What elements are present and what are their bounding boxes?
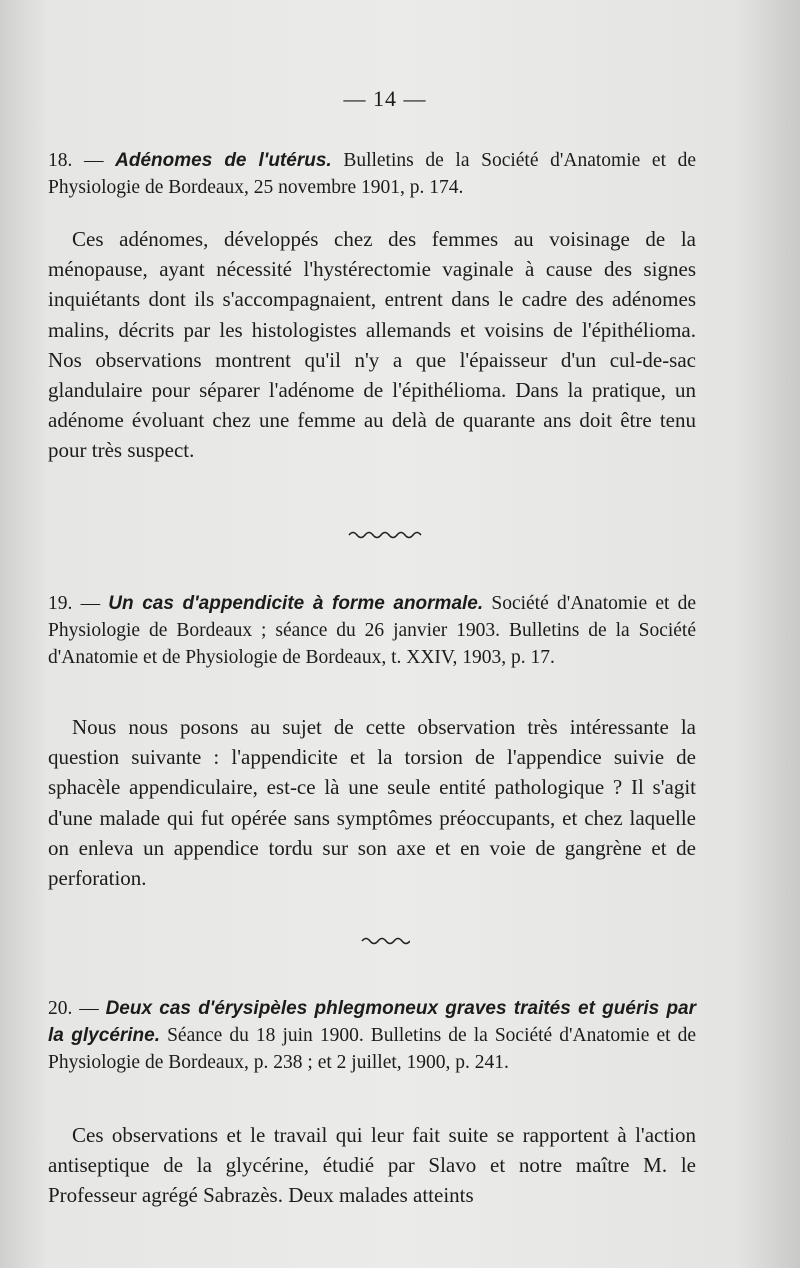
wave-ornament-icon xyxy=(347,529,423,541)
entry-20-reference-line xyxy=(48,995,696,1076)
entry-18 xyxy=(48,147,696,201)
entry-19-citation: Société d'Anatomie et de Physiologie de Bordeaux ; séance du 26 janvier 1903. Bulletins de la Société d'Anatomie et de Physiologie de Bordeaux, t. XXIV, 1903, p. 17. xyxy=(48,593,696,668)
entry-20-body-block xyxy=(48,1120,696,1211)
entry-20 xyxy=(48,995,696,1076)
entry-20-number: 20. — xyxy=(48,998,99,1019)
section-divider xyxy=(0,528,770,546)
entry-19-number: 19. — xyxy=(48,593,101,614)
section-divider xyxy=(0,934,770,952)
entry-18-body: Ces adénomes, développés chez des femmes au voisinage de la ménopause, ayant nécessité l'hystérectomie vaginale à cause des signes inquiétants dont ils s'accompagnaient, entrent dans le cadre des adénomes malins, décrits par les histologistes allemands et voisins de l'épithélioma. Nos observations montrent qu'il n'y a que l'épaisseur d'un cul-de-sac glandulaire pour séparer l'adénome de l'épithélioma. Dans la pratique, un adénome évoluant chez une femme au delà de quarante ans doit être tenu pour très suspect. xyxy=(48,227,696,463)
entry-18-title: Adénomes de l'utérus. xyxy=(115,150,332,171)
wave-ornament-icon xyxy=(360,935,410,947)
entry-19 xyxy=(48,590,696,671)
entry-19-body-block xyxy=(48,712,696,893)
entry-19-title: Un cas d'appendicite à forme anormale. xyxy=(108,593,484,614)
entry-19-reference-line xyxy=(48,590,696,671)
entry-20-title: Deux cas d'érysipèles phlegmoneux graves traités et guéris par la glycérine. xyxy=(48,998,697,1046)
entry-20-body: Ces observations et le travail qui leur fait suite se rapportent à l'action antiseptique de la glycérine, étudié par Slavo et notre maître M. le Professeur agrégé Sabrazès. Deux malades atteints xyxy=(48,1123,696,1208)
entry-18-body-block xyxy=(48,224,696,466)
entry-18-reference-line xyxy=(48,147,696,201)
entry-18-citation: Bulletins de la Société d'Anatomie et de Physiologie de Bordeaux, 25 novembre 1901, p. 174. xyxy=(48,150,697,198)
entry-18-number: 18. — xyxy=(48,150,104,171)
entry-19-body: Nous nous posons au sujet de cette observation très intéressante la question suivante : l'appendicite et la torsion de l'appendice suivie de sphacèle appendiculaire, est-ce là une seule entité pathologique ? Il s'agit d'une malade qui fut opérée sans symptômes préoccupants, et chez laquelle on enleva un appendice tordu sur son axe et en voie de gangrène et de perforation. xyxy=(48,715,696,891)
page-number: — 14 — xyxy=(343,86,427,111)
entry-20-citation: Séance du 18 juin 1900. Bulletins de la Société d'Anatomie et de Physiologie de Bordeaux, p. 238 ; et 2 juillet, 1900, p. 241. xyxy=(48,1025,697,1073)
